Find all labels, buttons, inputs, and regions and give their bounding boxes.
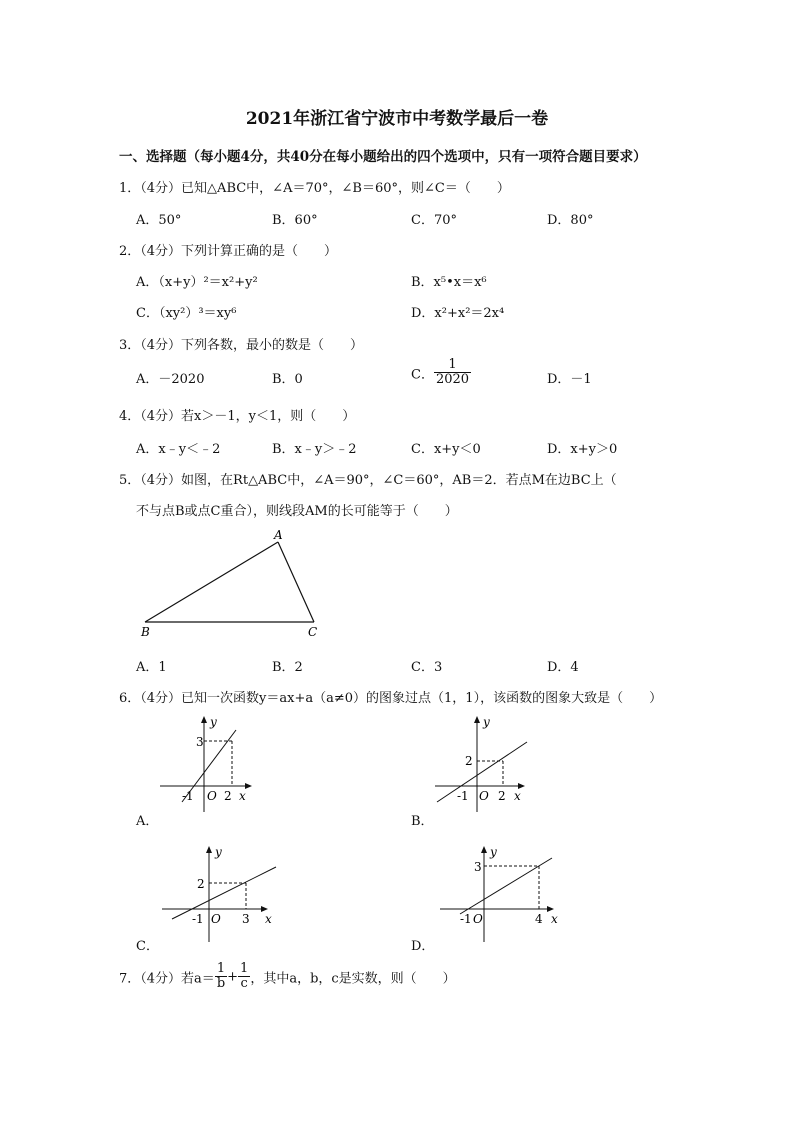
y-tick-label: 2 (465, 754, 473, 768)
q6-option-a: A． (136, 814, 159, 829)
q3-option-c (411, 358, 471, 388)
x-axis-label: x (514, 789, 521, 803)
question-1 (119, 177, 510, 196)
question-number: 4． (119, 409, 141, 424)
triangle-diagram (130, 526, 330, 642)
question-5-line-2: 不与点B或点C重合），则线段AM的长可能等于（ ） (136, 504, 458, 519)
question-number: 7． (119, 971, 141, 987)
q3-option-b: B．0 (272, 372, 303, 387)
q5-option-b: B．2 (272, 660, 303, 675)
question-stem-prefix: （4分）若a＝ (140, 971, 215, 987)
question-2 (119, 240, 337, 259)
q1-option-b: B．60° (272, 213, 318, 228)
x-neg-label: -1 (182, 789, 194, 803)
vertex-label-c: C (308, 625, 318, 639)
fraction-numerator: 1 (215, 962, 227, 977)
x-tick-label: 2 (224, 789, 232, 803)
question-stem: （4分）下列计算正确的是（ ） (140, 244, 338, 259)
y-axis-label: y (210, 715, 217, 729)
q1-option-d: D．80° (547, 213, 594, 228)
q4-option-a: A．x﹣y＜﹣2 (136, 442, 221, 457)
q5-option-a: A．1 (136, 660, 167, 675)
question-stem: （4分）已知△ABC中，∠A＝70°，∠B＝60°，则∠C＝（ ） (140, 181, 510, 196)
graph-b (435, 712, 535, 812)
question-number: 1． (119, 181, 141, 196)
fraction-denominator: b (216, 976, 226, 992)
option-label: C． (411, 367, 434, 383)
question-stem-line-1: （4分）如图，在Rt△ABC中，∠A＝90°，∠C＝60°，AB＝2．若点M在边BC上（ (140, 473, 617, 488)
y-axis-label: y (215, 845, 222, 859)
x-axis-label: x (239, 789, 246, 803)
graph-d (440, 842, 565, 942)
question-5 (119, 469, 617, 488)
x-axis-label: x (265, 912, 272, 926)
graph-c (162, 842, 282, 942)
q4-option-d: D．x+y＞0 (547, 442, 618, 457)
fraction-1-over-c (238, 962, 250, 992)
y-tick-label: 3 (196, 735, 204, 749)
fraction-1-over-b (215, 962, 227, 992)
question-stem: （4分）下列各数，最小的数是（ ） (140, 338, 364, 353)
question-4 (119, 405, 355, 424)
section-heading: 一、选择题（每小题4分，共40分在每小题给出的四个选项中，只有一项符合题目要求） (119, 149, 647, 165)
q2-option-b: B．x⁵•x＝x⁶ (411, 275, 487, 290)
q2-option-c: C．（xy²）³＝xy⁶ (136, 306, 237, 321)
y-tick-label: 2 (197, 877, 205, 891)
vertex-label-a: A (274, 528, 283, 542)
question-7 (119, 962, 456, 992)
page-title: 2021年浙江省宁波市中考数学最后一卷 (245, 109, 549, 129)
question-stem: （4分）已知一次函数y＝ax+a（a≠0）的图象过点（1，1），该函数的图象大致是（ ） (140, 691, 663, 706)
y-tick-label: 3 (474, 860, 482, 874)
x-neg-label: -1 (460, 912, 472, 926)
fraction-denominator: 2020 (435, 372, 470, 388)
question-number: 5． (119, 473, 141, 488)
x-tick-label: 2 (498, 789, 506, 803)
x-tick-label: 4 (535, 912, 543, 926)
y-axis-label: y (483, 715, 490, 729)
vertex-label-b: B (141, 625, 150, 639)
fraction-numerator: 1 (434, 358, 471, 373)
origin-label: O (473, 912, 483, 926)
question-stem: （4分）若x＞－1，y＜1，则（ ） (140, 409, 356, 424)
fraction-denominator: c (240, 976, 248, 992)
q2-option-d: D．x²+x²＝2x⁴ (411, 306, 505, 321)
fraction (434, 358, 471, 388)
q6-option-c: C． (136, 939, 159, 954)
origin-label: O (207, 789, 217, 803)
question-stem-suffix: ，其中a，b，c是实数，则（ ） (250, 971, 456, 987)
question-number: 3． (119, 338, 141, 353)
x-neg-label: -1 (457, 789, 469, 803)
q4-option-b: B．x﹣y＞﹣2 (272, 442, 357, 457)
x-axis-label: x (551, 912, 558, 926)
q3-option-a: A．－2020 (136, 372, 205, 387)
q4-option-c: C．x+y＜0 (411, 442, 481, 457)
plus-sign: + (227, 969, 239, 985)
x-neg-label: -1 (192, 912, 204, 926)
y-axis-label: y (490, 845, 497, 859)
q6-option-b: B． (411, 814, 434, 829)
q1-option-c: C．70° (411, 213, 457, 228)
x-tick-label: 3 (242, 912, 250, 926)
origin-label: O (211, 912, 221, 926)
q2-option-a: A．（x+y）²＝x²+y² (136, 275, 258, 290)
fraction-numerator: 1 (240, 961, 249, 976)
question-6 (119, 687, 662, 706)
graph-a (160, 712, 260, 812)
q5-option-c: C．3 (411, 660, 443, 675)
question-number: 2． (119, 244, 141, 259)
question-number: 6． (119, 691, 141, 706)
q6-option-d: D． (411, 939, 435, 954)
q1-option-a: A．50° (136, 213, 182, 228)
q3-option-d: D．－1 (547, 372, 592, 387)
q5-option-d: D．4 (547, 660, 579, 675)
origin-label: O (479, 789, 489, 803)
question-3 (119, 334, 363, 353)
